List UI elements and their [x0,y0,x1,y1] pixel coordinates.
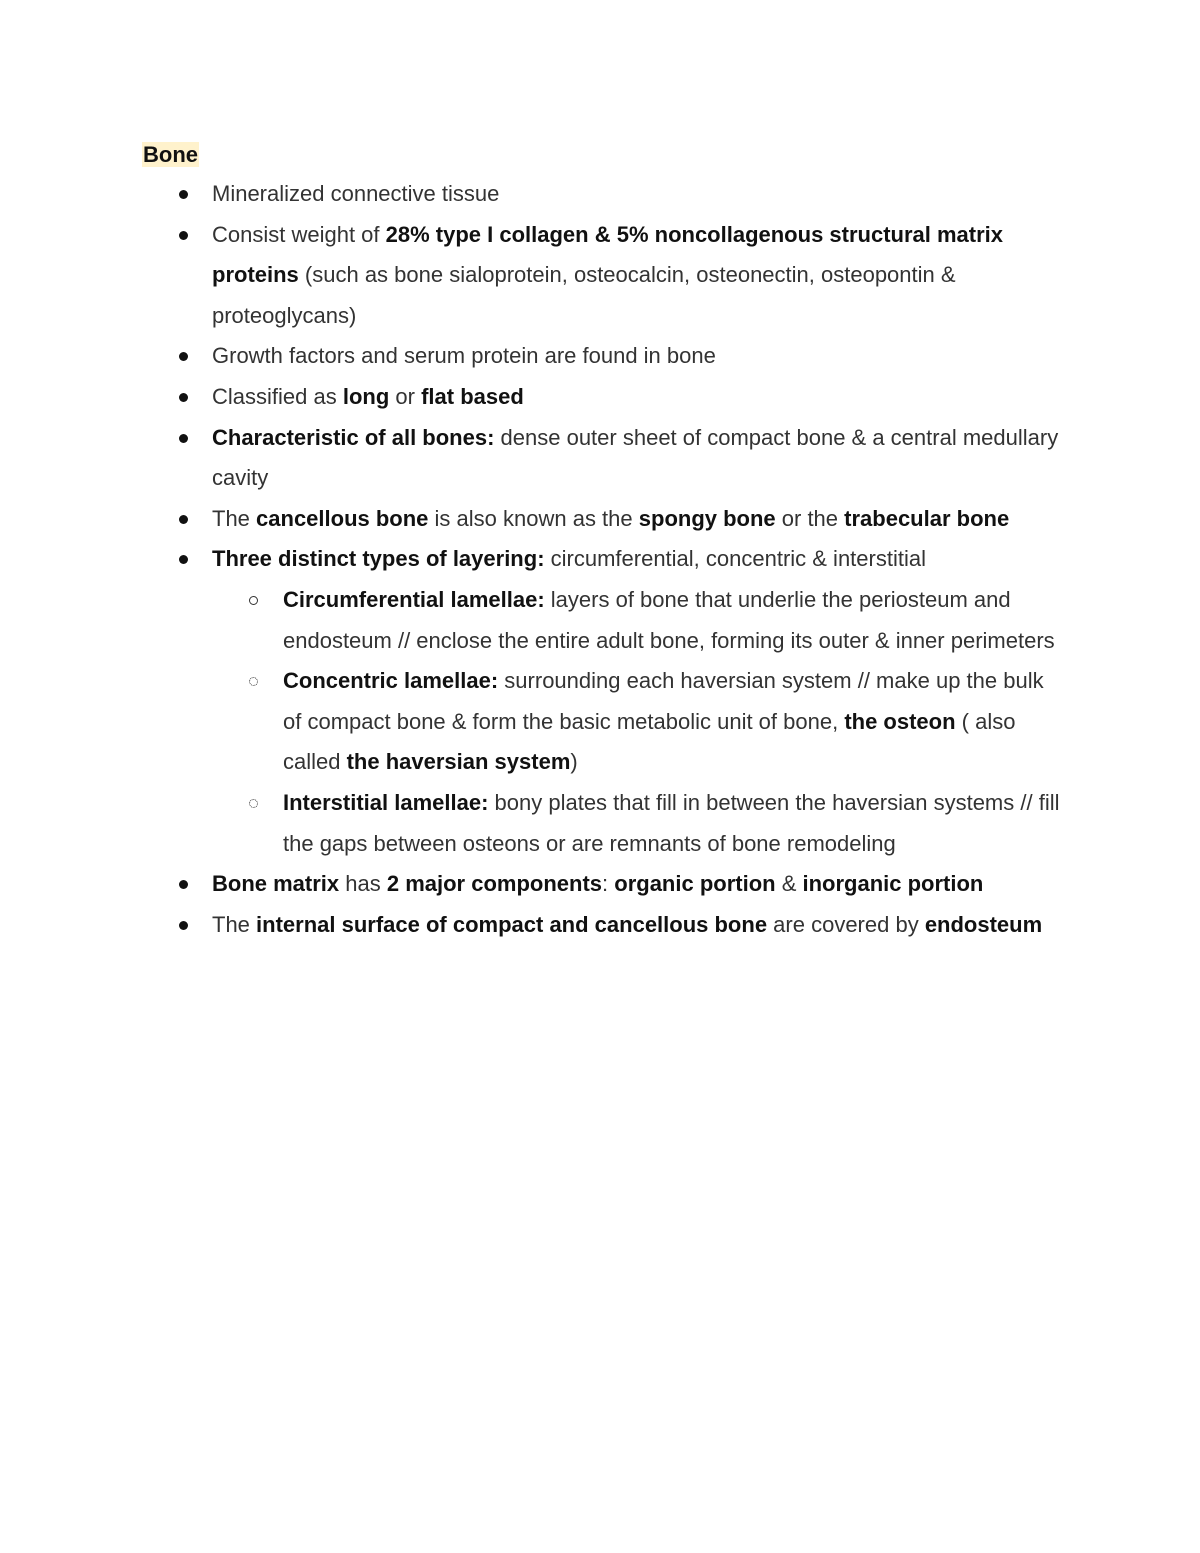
item-text: or [389,383,422,409]
item-bold-text: Bone matrix [212,871,340,897]
item-text: Growth factors and serum protein are found in bone [212,343,716,369]
document-title [140,141,201,169]
item-text: The [212,911,257,937]
hollow-bullet-icon [247,580,267,621]
filled-bullet-icon [177,336,197,377]
item-bold-text: Interstitial lamellae: [283,789,489,815]
item-bold-text: flat based [421,383,524,409]
item-text: circumferential, concentric & interstitial [544,546,926,572]
item-text: ) [570,749,578,775]
filled-bullet-icon [177,499,197,540]
title-highlight: Bone [143,142,198,167]
hollow-bullet-icon [247,783,267,824]
item-bold-text: cancellous bone [256,505,429,531]
sub-list-item [283,580,1063,661]
item-text: has [339,871,387,897]
item-bold-text: trabecular bone [844,505,1010,531]
item-text: layers of bone that underlie the periosteum and endosteum // enclose the entire adult bone, forming its outer & inner perimeters [283,586,1055,653]
item-text: dense outer sheet of compact bone & a central medullary cavity [212,424,1059,491]
filled-bullet-icon [177,539,197,580]
filled-bullet-icon [177,174,197,215]
item-bold-text: spongy bone [638,505,776,531]
list-item [212,174,1072,215]
item-bold-text: organic portion [614,871,776,897]
filled-bullet-icon [177,377,197,418]
item-bold-text: the haversian system [346,749,571,775]
filled-bullet-icon [177,905,197,946]
item-bold-text: inorganic portion [802,871,984,897]
item-bold-text: 2 major components [386,871,603,897]
item-text: The [212,505,257,531]
list-item [212,905,1072,946]
list-item [212,377,1072,418]
item-bold-text: Characteristic of all bones: [212,424,495,450]
item-text: Consist weight of [212,221,386,247]
item-bold-text: Three distinct types of layering: [212,546,545,572]
item-bold-text: the osteon [844,708,956,734]
item-text: (such as bone sialoprotein, osteocalcin, osteonectin, osteopontin & proteoglycans) [212,262,956,328]
item-text: : [602,871,615,897]
item-text: ( also called [283,708,1016,775]
list-item [212,336,1072,377]
filled-bullet-icon [177,215,197,256]
item-text: or the [775,505,845,531]
bullet-list [0,174,1200,945]
item-text: is also known as the [428,505,639,531]
item-bold-text: internal surface of compact and cancellous bone [256,911,768,937]
list-item [212,215,1072,337]
item-text: Mineralized connective tissue [212,181,500,206]
list-item [212,864,1072,905]
item-bold-text: long [342,383,390,409]
item-bold-text: Concentric lamellae: [283,668,499,694]
item-bold-text: 28% type I collagen & 5% noncollagenous structural matrix proteins [212,221,1004,288]
filled-bullet-icon [177,418,197,459]
hollow-bullet-icon [247,661,267,702]
item-text: Classified as [212,383,343,409]
item-bold-text: Circumferential lamellae: [283,586,545,612]
item-bold-text: endosteum [924,911,1043,937]
item-text: bony plates that fill in between the haversian systems // fill the gaps between osteons or are remnants of bone remodeling [283,789,1060,856]
item-text: surrounding each haversian system // make up the bulk of compact bone & form the basic metabolic unit of bone, [283,668,1044,734]
list-item [212,418,1072,499]
item-text: are covered by [767,911,925,937]
list-item [212,499,1072,540]
item-text: & [775,871,803,897]
list-item [212,539,1072,580]
sub-list-item [283,783,1063,864]
sub-list-item [283,661,1063,783]
filled-bullet-icon [177,864,197,905]
